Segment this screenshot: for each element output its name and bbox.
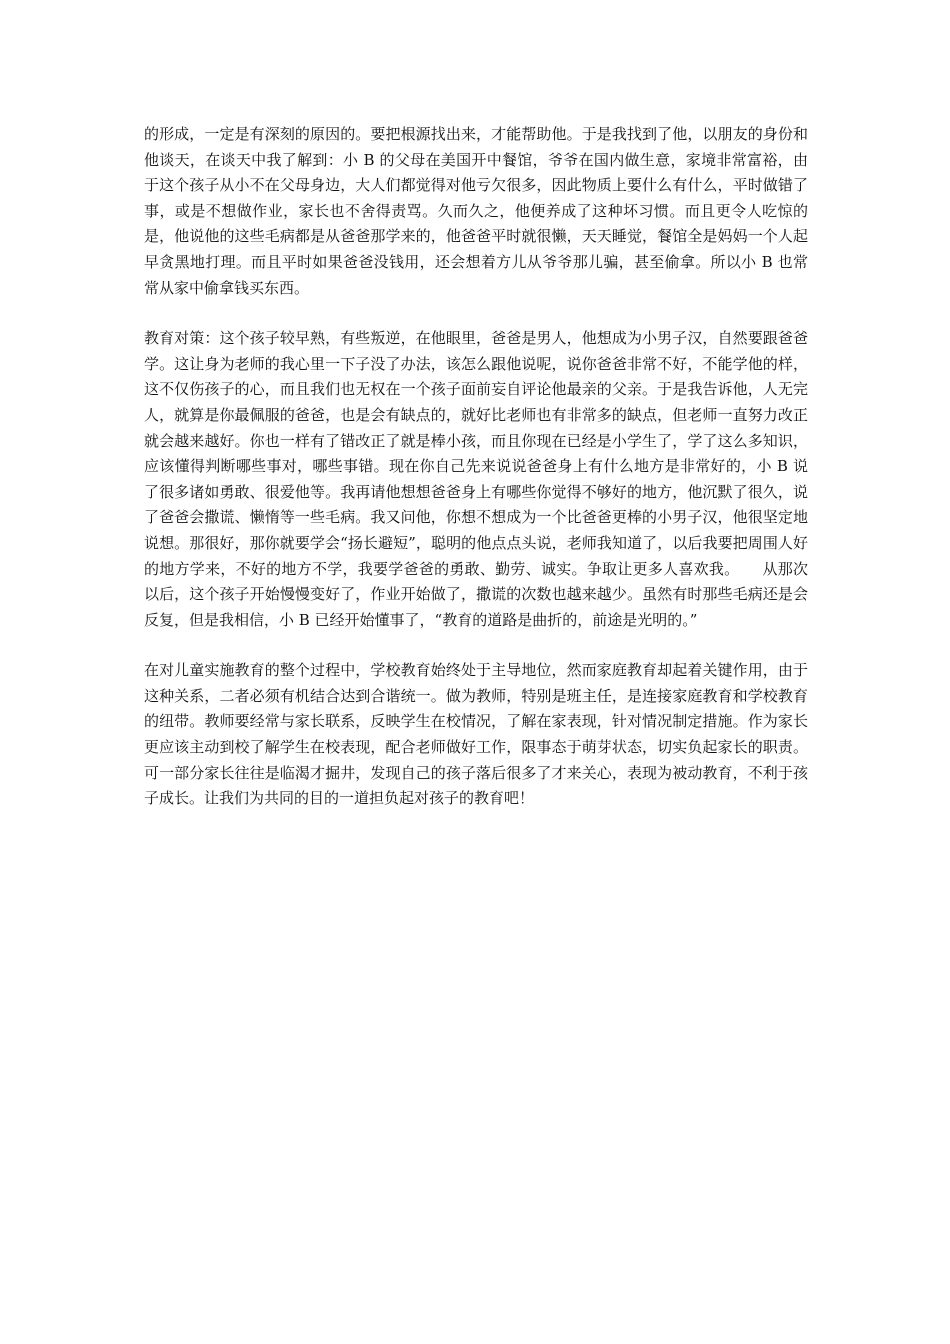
paragraph-education-strategy: 教育对策：这个孩子较早熟，有些叛逆，在他眼里，爸爸是男人，他想成为小男子汉，自然要跟爸爸学。这让身为老师的我心里一下子没了办法，该怎么跟他说呢，说你爸爸非常不好，不能学他的样，这不仅伤孩子的心，而且我们也无权在一个孩子面前妄自评论他最亲的父亲。于是我告诉他，人无完人，就算是你最佩服的爸爸，也是会有缺点的，就好比老师也有非常多的缺点，但老师一直努力改正就会越来越好。你也一样有了错改正了就是棒小孩，而且你现在已经是小学生了，学了这么多知识，应该懂得判断哪些事对，哪些事错。现在你自己先来说说爸爸身上有什么地方是非常好的，小 B 说了很多诸如勇敢、很爱他等。我再请他想想爸爸身上有哪些你觉得不够好的地方，他沉默了很久，说了爸爸会撒谎、懒惰等一些毛病。我又问他，你想不想成为一个比爸爸更棒的小男子汉，他很坚定地说想。那很好，那你就要学会“扬长避短”，聪明的他点点头说，老师我知道了，以后我要把周围人好的地方学来，不好的地方不学，我要学爸爸的勇敢、勤劳、诚实。争取让更多人喜欢我。 从那次以后，这个孩子开始慢慢变好了，作业开始做了，撒谎的次数也越来越少。虽然有时那些毛病还是会反复，但是我相信，小 B 已经开始懂事了，“教育的道路是曲折的，前途是光明的。” <box>144 329 808 629</box>
paragraph-cause-analysis: 的形成，一定是有深刻的原因的。要把根源找出来，才能帮助他。于是我找到了他，以朋友的身份和他谈天，在谈天中我了解到：小 B 的父母在美国开中餐馆，爷爷在国内做生意，家境非常富裕，由于这个孩子从小不在父母身边，大人们都觉得对他亏欠很多，因此物质上要什么有什么，平时做错了事，或是不想做作业，家长也不舍得责骂。久而久之，他便养成了这种坏习惯。而且更令人吃惊的是，他说他的这些毛病都是从爸爸那学来的，他爸爸平时就很懒，天天睡觉，餐馆全是妈妈一个人起早贪黑地打理。而且平时如果爸爸没钱用，还会想着方儿从爷爷那儿骗，甚至偷拿。所以小 B 也常常从家中偷拿钱买东西。 <box>144 125 808 297</box>
document-body <box>144 122 808 837</box>
paragraph-conclusion: 在对儿童实施教育的整个过程中，学校教育始终处于主导地位，然而家庭教育却起着关键作用，由于这种关系，二者必须有机结合达到合谐统一。做为教师，特别是班主任，是连接家庭教育和学校教育的纽带。教师要经常与家长联系，反映学生在校情况，了解在家表现，针对情况制定措施。作为家长更应该主动到校了解学生在校表现，配合老师做好工作，限事态于萌芽状态，切实负起家长的职责。可一部分家长往往是临渴才掘井，发现自己的孩子落后很多了才来关心，表现为被动教育，不利于孩子成长。让我们为共同的目的一道担负起对孩子的教育吧！ <box>144 661 808 808</box>
